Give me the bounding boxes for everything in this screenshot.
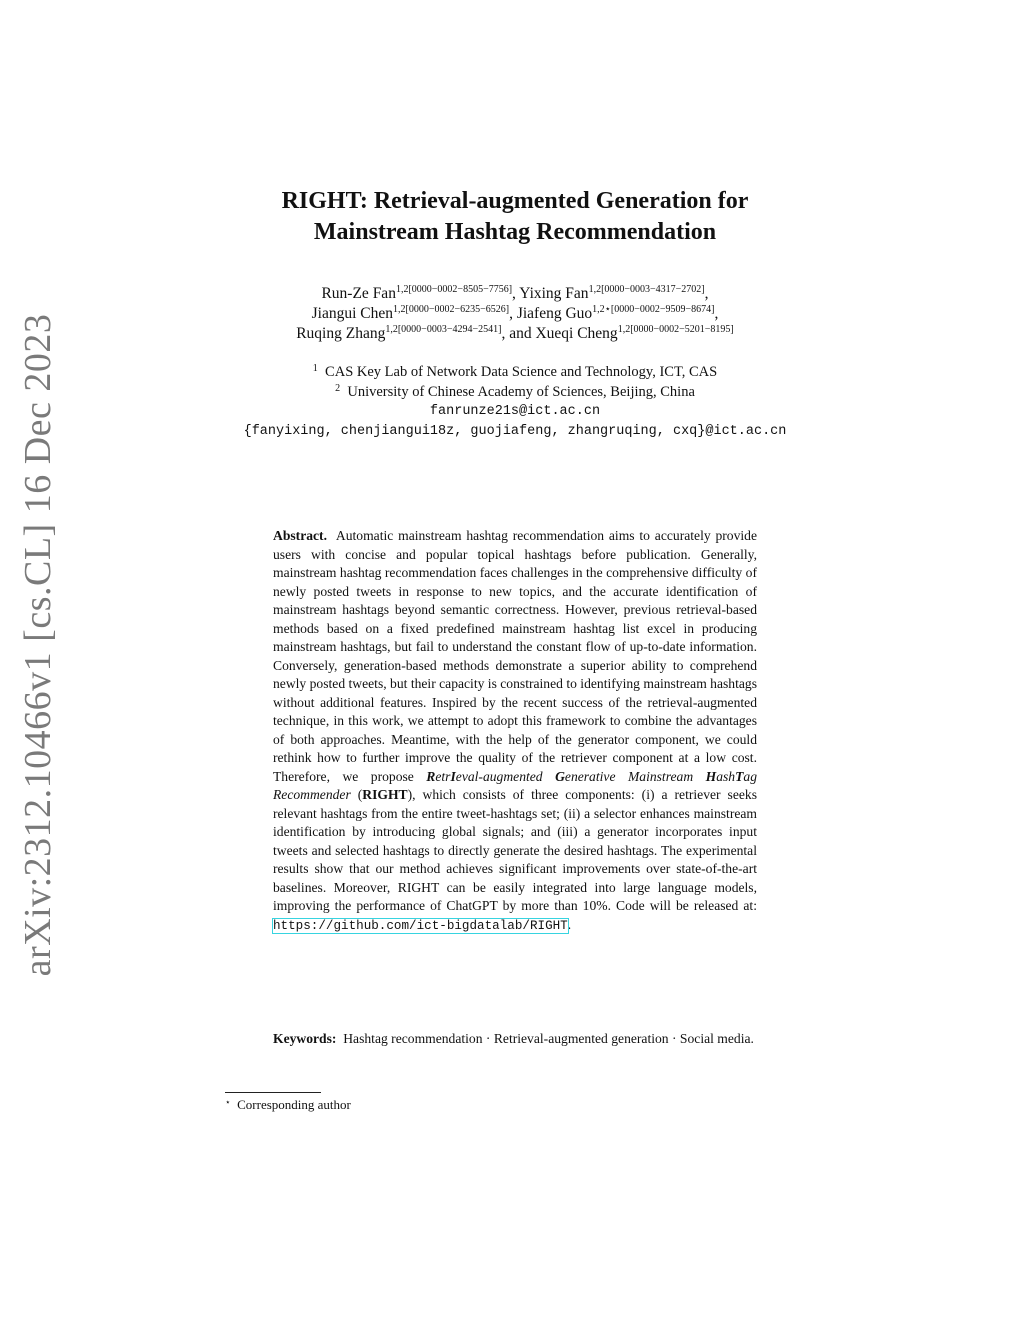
email-primary[interactable]: fanrunze21s@ict.ac.cn [429,404,601,419]
arxiv-identifier: arXiv:2312.10466v1 [cs.CL] 16 Dec 2023 [17,313,59,977]
title-line-1: RIGHT: Retrieval-augmented Generation for [281,188,749,214]
author-orcid: 1,2⋆[0000−0002−9509−8674] [592,304,715,315]
author-separator: , and [501,325,536,342]
abstract-label: Abstract. [273,528,327,543]
author-name: Xueqi Cheng [535,325,618,342]
author-orcid: 1,2[0000−0003−4317−2702] [588,284,705,295]
keywords [273,1030,757,1049]
footnote-text: Corresponding author [237,1097,351,1112]
author-separator: , [704,285,709,302]
author-name: Jiafeng Guo [516,305,593,322]
email-group[interactable]: {fanyixing, chenjiangui18z, guojiafeng, zhangruqing, cxq}@ict.ac.cn [243,424,787,439]
author-name: Run-Ze Fan [321,285,396,302]
abstract-text-2: ), which consists of three components: (i) a retriever seeks relevant hashtags from the entire tweet-hashtags set; (ii) a selector enhances mainstream identification by introducing global signals; and (iii) a generator incorporates input tweets and selected hashtags to directly generate the desired hashtags. The experimental results show that our method achieves significant improvements over state-of-the-art baselines. Moreover, RIGHT can be easily integrated into large language models, improving the performance of ChatGPT by more than 10%. Code will be released at: [273,787,757,913]
footnote-mark: ⋆ [225,1097,231,1107]
affiliation-number: 1 [312,363,318,374]
keywords-label: Keywords: [273,1031,337,1046]
author-orcid: 1,2[0000−0002−8505−7756] [395,284,513,295]
footnote-divider [225,1092,321,1093]
author-name: Yixing Fan [519,285,589,302]
abstract-end: . [567,916,572,932]
affiliation-2 [190,382,840,402]
model-name-letter: I [450,768,456,784]
code-repository-link[interactable]: https://github.com/ict-bigdatalab/RIGHT [273,918,568,933]
abstract-text-1: Automatic mainstream hashtag recommendation aims to accurately provide users with concise and popular topical hashtags before publication. Generally, mainstream hashtag recommendation faces challenges in the comprehensive difficulty of newly posted tweets in response to new topics, and the accurate identification of mainstream hashtags beyond semantic correctness. However, previous retrieval-based methods based on a fixed predefined mainstream hashtag list excel in producing mainstream hashtags, but fail to understand the constant flow of up-to-date information. Conversely, generation-based methods demonstrate a superior ability to comprehend newly posted tweets, but their capacity is constrained to identifying mainstream hashtags without additional features. Inspired by the recent success of the retrieval-augmented technique, in this work, we attempt to adopt this framework to combine the advantages of both approaches. Meantime, with the help of the generator component, we could rethink how to further improve the quality of the retriever component at a low cost. Therefore, we propose [273,528,758,784]
affiliations [190,362,840,442]
author-separator: , [509,305,517,322]
model-name-letter: R [426,768,436,784]
author-line-2 [190,304,840,324]
footnote [225,1097,351,1113]
model-name-letter: T [735,768,744,784]
model-name-letter: H [705,768,717,784]
affiliation-1 [190,362,840,382]
model-acronym: RIGHT [362,787,408,802]
author-name: Ruqing Zhang [296,325,386,342]
author-line-1 [190,284,840,304]
affiliation-number: 2 [335,383,341,394]
abstract [273,527,757,935]
model-name-letter: G [555,768,565,784]
author-list [190,284,840,344]
acronym-open: ( [350,787,363,802]
model-name-part: ag Recommender [273,768,757,802]
author-separator: , [512,285,520,302]
paper-title [190,186,840,248]
author-name: Jiangui Chen [311,305,393,322]
model-name-part: eval-augmented [455,768,556,784]
author-orcid: 1,2[0000−0002−5201−8195] [617,324,734,335]
affiliation-text: CAS Key Lab of Network Data Science and Technology, ICT, CAS [325,364,718,380]
author-orcid: 1,2[0000−0003−4294−2541] [385,324,502,335]
author-separator: , [714,305,719,322]
model-name-part: enerative Mainstream [564,768,706,784]
keywords-text: Hashtag recommendation · Retrieval-augmented generation · Social media. [343,1031,754,1046]
affiliation-text: University of Chinese Academy of Sciences, Beijing, China [347,384,695,400]
title-line-2: Mainstream Hashtag Recommendation [313,219,717,245]
author-orcid: 1,2[0000−0002−6235−6526] [392,304,510,315]
author-line-3 [190,324,840,344]
model-name-part: etr [435,768,451,784]
model-name-part: ash [716,768,736,784]
